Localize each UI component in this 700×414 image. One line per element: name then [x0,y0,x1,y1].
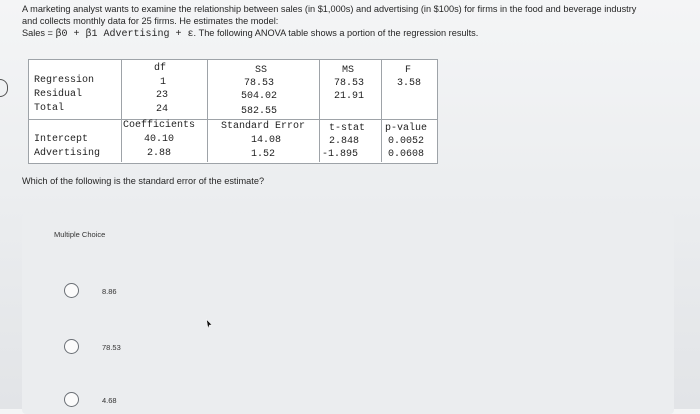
intercept-p-value: 0.0052 [388,136,425,147]
radio-button-icon[interactable] [64,339,79,354]
header-coefficients: Coefficients [123,120,196,131]
question-line-1: A marketing analyst wants to examine the relationship between sales (in $1,000s) and advertising (in $100s) for firms in the food and beverage industry [22,4,637,14]
residual-ms: 21.91 [334,91,365,102]
radio-button-icon[interactable] [64,392,79,407]
radio-button-icon[interactable] [64,283,79,298]
multiple-choice-panel [22,214,674,414]
multiple-choice-label: Multiple Choice [54,230,106,239]
table-divider [121,60,122,162]
total-df: 24 [156,104,169,115]
model-equation: β0 + β1 Advertising + ε [55,29,194,40]
row-label-total: Total [34,103,65,114]
header-ss: SS [255,65,268,76]
model-tail: . The following ANOVA table shows a portion of the regression results. [193,28,479,38]
regression-ss: 78.53 [244,78,275,89]
header-ms: MS [342,65,355,76]
total-ss: 582.55 [241,106,278,117]
intercept-coefficient: 40.10 [144,134,175,145]
answer-option-2-text: 78.53 [102,343,121,352]
header-f: F [405,65,412,76]
answer-option-2[interactable] [64,339,364,359]
header-p-value: p-value [385,123,428,134]
row-label-intercept: Intercept [34,134,89,145]
row-label-regression: Regression [34,75,95,86]
arrow-cursor-icon [206,316,213,334]
answer-option-1[interactable] [64,283,364,303]
row-label-residual: Residual [34,89,83,100]
header-t-stat: t-stat [329,123,366,134]
regression-df: 1 [160,77,167,88]
answer-option-3[interactable] [64,392,364,412]
residual-df: 23 [156,90,169,101]
question-text [22,3,692,41]
header-df: df [154,63,167,74]
advertising-standard-error: 1.52 [251,149,276,160]
table-divider [207,60,208,162]
anova-table [28,59,438,164]
row-label-advertising: Advertising [34,148,101,159]
table-divider [381,60,382,162]
residual-ss: 504.02 [241,91,278,102]
intercept-t-stat: 2.848 [329,136,360,147]
intercept-standard-error: 14.08 [251,135,282,146]
answer-option-1-text: 8.86 [102,287,117,296]
answer-option-3-text: 4.68 [102,396,117,405]
header-standard-error: Standard Error [221,121,306,132]
regression-f: 3.58 [397,78,422,89]
question-line-2: and collects monthly data for 25 firms. He estimates the model: [22,16,279,26]
table-divider [319,60,320,162]
advertising-coefficient: 2.88 [147,148,172,159]
model-lhs: Sales = [22,28,56,38]
model-line [22,27,692,41]
partial-bracket-mark [0,79,8,97]
advertising-t-stat: -1.895 [322,149,359,160]
regression-ms: 78.53 [334,78,365,89]
question-prompt: Which of the following is the standard error of the estimate? [22,176,265,186]
advertising-p-value: 0.0608 [388,149,425,160]
